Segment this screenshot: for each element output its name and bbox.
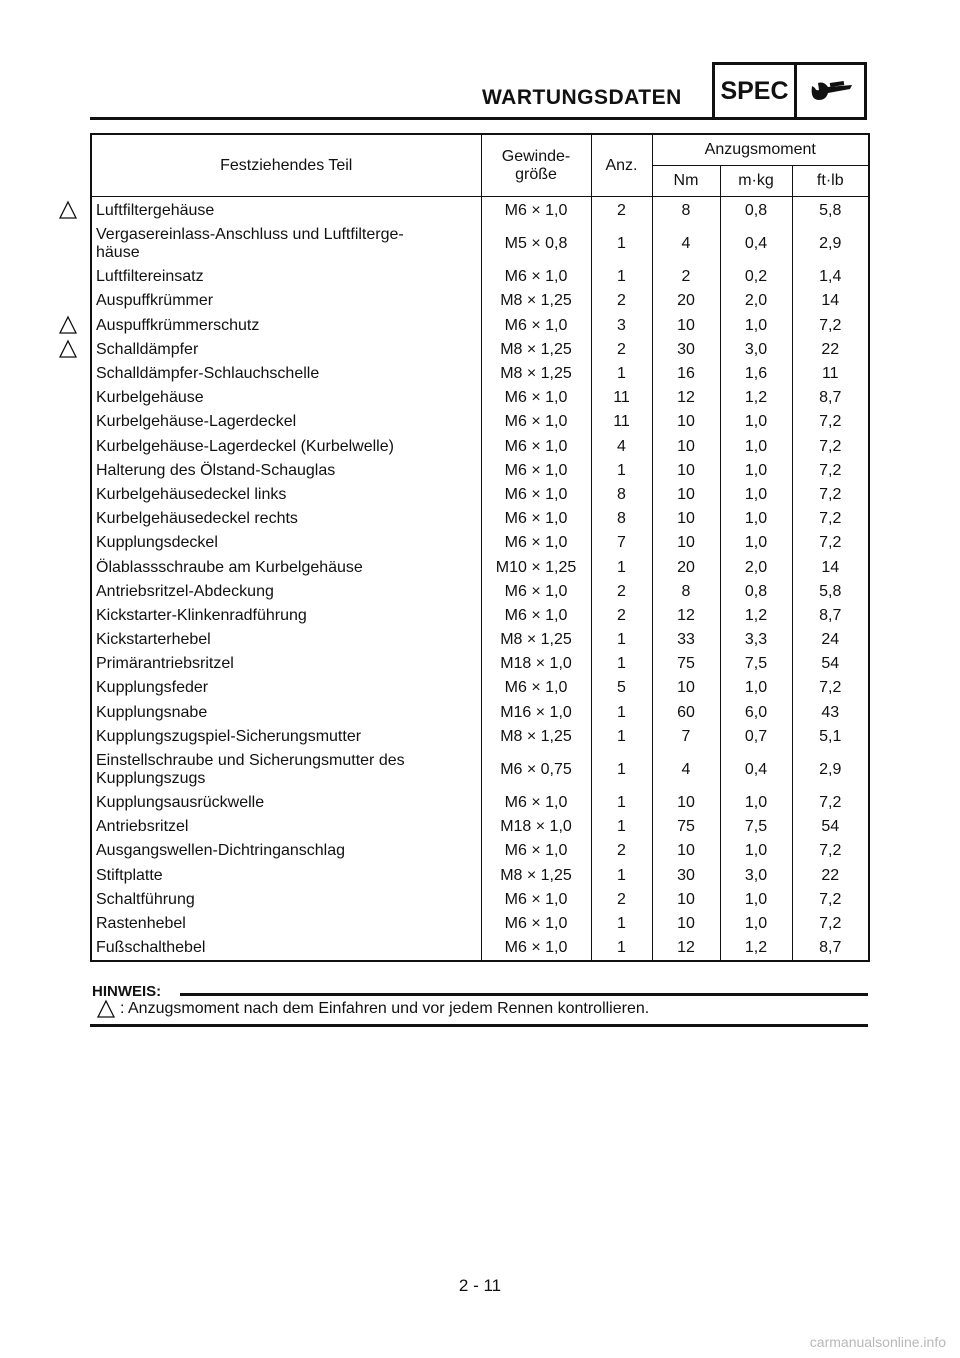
table-row	[91, 314, 869, 338]
cell-part: Kurbelgehäusedeckel rechts	[91, 507, 481, 531]
cell-nm: 10	[652, 459, 720, 483]
cell-nm: 30	[652, 864, 720, 888]
cell-part: Ausgangswellen-Dichtringanschlag	[91, 839, 481, 863]
cell-ftlb: 7,2	[792, 483, 869, 507]
cell-ftlb: 54	[792, 652, 869, 676]
header-part: Festziehendes Teil	[91, 134, 481, 197]
cell-part: Schalldämpfer-Schlauchschelle	[91, 362, 481, 386]
cell-mkg: 1,0	[720, 912, 792, 936]
cell-thread: M6 × 1,0	[481, 507, 591, 531]
cell-ftlb: 7,2	[792, 912, 869, 936]
table-row	[91, 580, 869, 604]
cell-qty: 1	[591, 749, 652, 791]
table-row	[91, 362, 869, 386]
cell-nm: 20	[652, 289, 720, 313]
table-row	[91, 749, 869, 791]
cell-qty: 11	[591, 386, 652, 410]
cell-qty: 5	[591, 676, 652, 700]
header-torque: Anzugsmoment	[652, 134, 869, 166]
cell-thread: M18 × 1,0	[481, 815, 591, 839]
triangle-marker-icon	[96, 999, 116, 1019]
cell-qty: 1	[591, 815, 652, 839]
cell-mkg: 1,2	[720, 386, 792, 410]
cell-nm: 33	[652, 628, 720, 652]
cell-qty: 1	[591, 265, 652, 289]
cell-ftlb: 8,7	[792, 604, 869, 628]
note-label: HINWEIS:	[92, 983, 162, 1000]
cell-nm: 10	[652, 507, 720, 531]
cell-ftlb: 7,2	[792, 410, 869, 434]
triangle-marker-icon	[58, 339, 78, 359]
cell-thread: M6 × 1,0	[481, 459, 591, 483]
cell-thread: M6 × 1,0	[481, 483, 591, 507]
cell-qty: 1	[591, 725, 652, 749]
cell-mkg: 0,4	[720, 223, 792, 265]
cell-part: Kupplungsfeder	[91, 676, 481, 700]
cell-ftlb: 7,2	[792, 314, 869, 338]
cell-qty: 8	[591, 483, 652, 507]
cell-ftlb: 8,7	[792, 386, 869, 410]
cell-part: Kurbelgehäuse-Lagerdeckel (Kurbelwelle)	[91, 435, 481, 459]
cell-ftlb: 2,9	[792, 223, 869, 265]
table-row	[91, 725, 869, 749]
cell-mkg: 6,0	[720, 701, 792, 725]
cell-qty: 1	[591, 555, 652, 579]
table-row	[91, 223, 869, 265]
cell-part: Schalldämpfer	[91, 338, 481, 362]
cell-part: Kupplungsnabe	[91, 701, 481, 725]
cell-ftlb: 7,2	[792, 531, 869, 555]
cell-thread: M6 × 1,0	[481, 912, 591, 936]
cell-ftlb: 11	[792, 362, 869, 386]
cell-mkg: 7,5	[720, 652, 792, 676]
cell-thread: M6 × 1,0	[481, 604, 591, 628]
cell-part: Kupplungsausrückwelle	[91, 791, 481, 815]
spec-label: SPEC	[715, 65, 797, 117]
note	[96, 999, 649, 1019]
cell-thread: M8 × 1,25	[481, 289, 591, 313]
cell-thread: M6 × 0,75	[481, 749, 591, 791]
cell-nm: 8	[652, 197, 720, 224]
cell-qty: 1	[591, 223, 652, 265]
cell-qty: 8	[591, 507, 652, 531]
note-bottom-rule	[90, 1024, 868, 1027]
cell-mkg: 3,0	[720, 338, 792, 362]
table-row	[91, 864, 869, 888]
cell-mkg: 3,3	[720, 628, 792, 652]
cell-part: Antriebsritzel-Abdeckung	[91, 580, 481, 604]
header-nm: Nm	[652, 166, 720, 197]
cell-qty: 7	[591, 531, 652, 555]
cell-nm: 10	[652, 483, 720, 507]
cell-ftlb: 22	[792, 864, 869, 888]
cell-qty: 2	[591, 604, 652, 628]
cell-mkg: 1,0	[720, 531, 792, 555]
cell-thread: M8 × 1,25	[481, 725, 591, 749]
table-row	[91, 912, 869, 936]
cell-ftlb: 7,2	[792, 676, 869, 700]
cell-qty: 2	[591, 580, 652, 604]
cell-qty: 1	[591, 652, 652, 676]
cell-thread: M8 × 1,25	[481, 864, 591, 888]
cell-part: Luftfiltereinsatz	[91, 265, 481, 289]
cell-nm: 10	[652, 314, 720, 338]
cell-nm: 7	[652, 725, 720, 749]
cell-nm: 10	[652, 839, 720, 863]
cell-part: Kurbelgehäusedeckel links	[91, 483, 481, 507]
header-ftlb: ft·lb	[792, 166, 869, 197]
cell-mkg: 1,0	[720, 507, 792, 531]
cell-thread: M6 × 1,0	[481, 386, 591, 410]
cell-nm: 10	[652, 410, 720, 434]
triangle-marker-icon	[58, 200, 78, 220]
cell-thread: M8 × 1,25	[481, 362, 591, 386]
cell-thread: M8 × 1,25	[481, 628, 591, 652]
table-row	[91, 265, 869, 289]
page-title: WARTUNGSDATEN	[482, 86, 682, 109]
cell-part: Halterung des Ölstand-Schauglas	[91, 459, 481, 483]
cell-mkg: 2,0	[720, 289, 792, 313]
table-row	[91, 604, 869, 628]
cell-mkg: 1,0	[720, 410, 792, 434]
table-row	[91, 652, 869, 676]
cell-mkg: 0,8	[720, 580, 792, 604]
cell-part: Auspuffkrümmer	[91, 289, 481, 313]
spec-badge	[712, 62, 867, 120]
table-row	[91, 289, 869, 313]
cell-qty: 4	[591, 435, 652, 459]
cell-thread: M6 × 1,0	[481, 791, 591, 815]
cell-thread: M5 × 0,8	[481, 223, 591, 265]
cell-part: Vergasereinlass-Anschluss und Luftfilterge- häuse	[91, 223, 481, 265]
cell-nm: 2	[652, 265, 720, 289]
cell-thread: M6 × 1,0	[481, 676, 591, 700]
cell-mkg: 0,2	[720, 265, 792, 289]
cell-thread: M6 × 1,0	[481, 314, 591, 338]
cell-part: Kupplungszugspiel-Sicherungsmutter	[91, 725, 481, 749]
cell-thread: M6 × 1,0	[481, 580, 591, 604]
cell-thread: M6 × 1,0	[481, 435, 591, 459]
cell-ftlb: 7,2	[792, 839, 869, 863]
triangle-marker-icon	[58, 315, 78, 335]
cell-mkg: 1,0	[720, 435, 792, 459]
cell-mkg: 1,2	[720, 936, 792, 961]
header-mkg: m·kg	[720, 166, 792, 197]
cell-nm: 12	[652, 386, 720, 410]
cell-qty: 2	[591, 338, 652, 362]
cell-ftlb: 7,2	[792, 888, 869, 912]
watermark: carmanualsonline.info	[809, 1334, 946, 1350]
note-text: : Anzugsmoment nach dem Einfahren und vor jedem Rennen kontrollieren.	[120, 1000, 650, 1017]
cell-mkg: 3,0	[720, 864, 792, 888]
cell-thread: M6 × 1,0	[481, 265, 591, 289]
cell-part: Kickstarterhebel	[91, 628, 481, 652]
cell-part: Rastenhebel	[91, 912, 481, 936]
table-row	[91, 410, 869, 434]
cell-nm: 20	[652, 555, 720, 579]
table-row	[91, 483, 869, 507]
cell-ftlb: 1,4	[792, 265, 869, 289]
table-row	[91, 676, 869, 700]
cell-part: Kurbelgehäuse	[91, 386, 481, 410]
header-thread: Gewinde- größe	[481, 134, 591, 197]
cell-qty: 1	[591, 912, 652, 936]
cell-qty: 2	[591, 197, 652, 224]
cell-thread: M10 × 1,25	[481, 555, 591, 579]
cell-qty: 1	[591, 628, 652, 652]
table-row	[91, 936, 869, 961]
table-row	[91, 839, 869, 863]
cell-qty: 2	[591, 839, 652, 863]
cell-qty: 1	[591, 362, 652, 386]
wrench-icon	[797, 65, 864, 117]
cell-mkg: 0,4	[720, 749, 792, 791]
cell-nm: 30	[652, 338, 720, 362]
cell-part: Luftfiltergehäuse	[91, 197, 481, 224]
cell-qty: 2	[591, 289, 652, 313]
table-row	[91, 435, 869, 459]
cell-part: Kupplungsdeckel	[91, 531, 481, 555]
cell-nm: 10	[652, 912, 720, 936]
header-qty: Anz.	[591, 134, 652, 197]
cell-part: Auspuffkrümmerschutz	[91, 314, 481, 338]
cell-ftlb: 14	[792, 289, 869, 313]
cell-nm: 75	[652, 815, 720, 839]
table-row	[91, 815, 869, 839]
table-row	[91, 386, 869, 410]
table-row	[91, 628, 869, 652]
cell-qty: 1	[591, 701, 652, 725]
cell-ftlb: 22	[792, 338, 869, 362]
cell-mkg: 1,0	[720, 791, 792, 815]
cell-thread: M16 × 1,0	[481, 701, 591, 725]
cell-mkg: 1,0	[720, 483, 792, 507]
cell-qty: 2	[591, 888, 652, 912]
table-row	[91, 791, 869, 815]
cell-thread: M6 × 1,0	[481, 197, 591, 224]
cell-nm: 10	[652, 531, 720, 555]
cell-mkg: 1,0	[720, 676, 792, 700]
cell-nm: 10	[652, 888, 720, 912]
cell-thread: M6 × 1,0	[481, 410, 591, 434]
cell-ftlb: 7,2	[792, 791, 869, 815]
cell-mkg: 1,2	[720, 604, 792, 628]
table-row	[91, 459, 869, 483]
cell-nm: 8	[652, 580, 720, 604]
cell-nm: 10	[652, 791, 720, 815]
cell-mkg: 1,0	[720, 314, 792, 338]
cell-mkg: 1,0	[720, 888, 792, 912]
cell-mkg: 1,6	[720, 362, 792, 386]
cell-thread: M8 × 1,25	[481, 338, 591, 362]
table-row	[91, 888, 869, 912]
note-rule	[180, 993, 868, 996]
cell-part: Antriebsritzel	[91, 815, 481, 839]
cell-qty: 1	[591, 459, 652, 483]
cell-ftlb: 5,1	[792, 725, 869, 749]
cell-nm: 75	[652, 652, 720, 676]
cell-qty: 3	[591, 314, 652, 338]
cell-part: Kurbelgehäuse-Lagerdeckel	[91, 410, 481, 434]
table-row	[91, 507, 869, 531]
table-row	[91, 338, 869, 362]
cell-part: Fußschalthebel	[91, 936, 481, 961]
cell-part: Kickstarter-Klinkenradführung	[91, 604, 481, 628]
cell-nm: 10	[652, 435, 720, 459]
cell-qty: 11	[591, 410, 652, 434]
cell-nm: 4	[652, 223, 720, 265]
cell-mkg: 0,8	[720, 197, 792, 224]
cell-ftlb: 8,7	[792, 936, 869, 961]
cell-thread: M6 × 1,0	[481, 936, 591, 961]
cell-ftlb: 5,8	[792, 580, 869, 604]
cell-mkg: 1,0	[720, 839, 792, 863]
table-row	[91, 531, 869, 555]
cell-ftlb: 7,2	[792, 435, 869, 459]
cell-thread: M6 × 1,0	[481, 531, 591, 555]
cell-qty: 1	[591, 864, 652, 888]
cell-qty: 1	[591, 791, 652, 815]
cell-ftlb: 7,2	[792, 507, 869, 531]
cell-nm: 16	[652, 362, 720, 386]
page-number: 2 - 11	[458, 1276, 502, 1295]
cell-nm: 12	[652, 936, 720, 961]
table-row	[91, 701, 869, 725]
cell-part: Einstellschraube und Sicherungsmutter des Kupplungszugs	[91, 749, 481, 791]
cell-ftlb: 43	[792, 701, 869, 725]
cell-thread: M18 × 1,0	[481, 652, 591, 676]
cell-ftlb: 24	[792, 628, 869, 652]
cell-nm: 60	[652, 701, 720, 725]
cell-ftlb: 54	[792, 815, 869, 839]
cell-part: Schaltführung	[91, 888, 481, 912]
cell-ftlb: 2,9	[792, 749, 869, 791]
cell-part: Ölablassschraube am Kurbelgehäuse	[91, 555, 481, 579]
cell-ftlb: 14	[792, 555, 869, 579]
cell-mkg: 7,5	[720, 815, 792, 839]
cell-thread: M6 × 1,0	[481, 888, 591, 912]
table-row	[91, 197, 869, 224]
cell-ftlb: 5,8	[792, 197, 869, 224]
header-rule	[90, 117, 712, 120]
cell-mkg: 2,0	[720, 555, 792, 579]
cell-qty: 1	[591, 936, 652, 961]
cell-part: Primärantriebsritzel	[91, 652, 481, 676]
cell-nm: 10	[652, 676, 720, 700]
torque-table	[90, 133, 870, 962]
cell-mkg: 1,0	[720, 459, 792, 483]
cell-thread: M6 × 1,0	[481, 839, 591, 863]
cell-mkg: 0,7	[720, 725, 792, 749]
cell-nm: 4	[652, 749, 720, 791]
table-row	[91, 555, 869, 579]
cell-ftlb: 7,2	[792, 459, 869, 483]
cell-part: Stiftplatte	[91, 864, 481, 888]
cell-nm: 12	[652, 604, 720, 628]
